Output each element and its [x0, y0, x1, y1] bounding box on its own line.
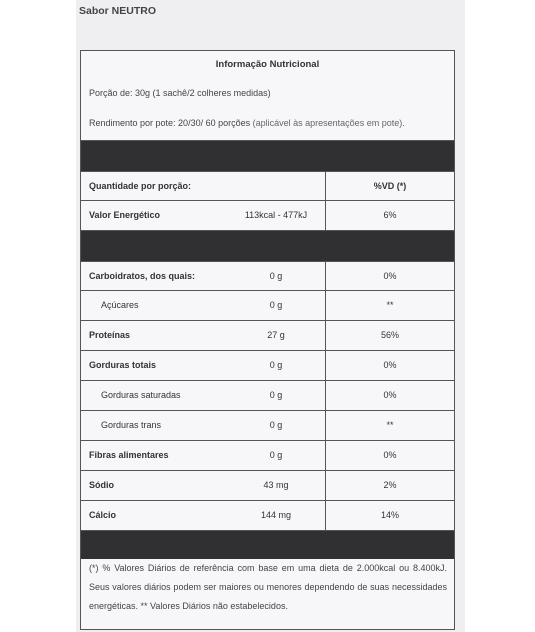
serving-size: Porção de: 30g (1 sachê/2 colheres medidas)	[89, 88, 271, 98]
label-header	[81, 51, 454, 141]
nutrient-name: Proteínas	[89, 330, 131, 340]
nutrient-name: Fibras alimentares	[89, 450, 169, 460]
nutrient-name: Gorduras saturadas	[101, 390, 181, 400]
nutrient-name: Sódio	[89, 480, 114, 490]
header-vd: %VD (*)	[373, 181, 407, 191]
table-row	[81, 261, 454, 291]
energy-name: Valor Energético	[89, 210, 161, 220]
nutrient-vd: 0%	[383, 360, 397, 370]
nutrient-vd: 14%	[380, 510, 399, 520]
nutrient-qty: 0 g	[269, 450, 283, 460]
nutrient-qty: 0 g	[269, 360, 283, 370]
table-row	[81, 441, 454, 471]
nutrient-vd: 0%	[383, 390, 397, 400]
yield-note: (aplicável às apresentações em pote).	[252, 118, 405, 128]
nutrient-qty: 27 g	[267, 330, 285, 340]
nutrient-name: Açúcares	[101, 300, 139, 310]
nutrient-vd: **	[386, 420, 394, 430]
nutrient-name: Cálcio	[89, 510, 117, 520]
nutrient-vd: 0%	[383, 450, 397, 460]
nutrient-qty: 0 g	[269, 300, 283, 310]
nutrient-qty: 0 g	[269, 271, 283, 281]
yield-text: Rendimento por pote: 20/30/ 60 porções	[89, 118, 251, 128]
label-title: Informação Nutricional	[215, 59, 320, 70]
nutrient-vd: 2%	[383, 480, 397, 490]
nutrient-vd: 0%	[383, 271, 397, 281]
table-row	[81, 321, 454, 351]
dark-band-bottom	[81, 531, 454, 559]
nutrient-qty: 144 mg	[260, 510, 292, 520]
dark-band-top	[81, 141, 454, 171]
energy-qty: 113kcal - 477kJ	[244, 210, 308, 220]
nutrient-qty: 43 mg	[263, 480, 289, 490]
footnote: (*) % Valores Diários de referência com base em uma dieta de 2.000kcal ou 8.400kJ. Seus valores diários podem ser maiores ou menores dependendo de suas necessidades energéticas. ** Valores Diários não estabelecidos.	[89, 563, 447, 611]
header-quantity: Quantidade por porção:	[89, 181, 192, 191]
nutrient-name: Gorduras totais	[89, 360, 157, 370]
nutrient-vd: 56%	[380, 330, 399, 340]
table-header-row	[81, 171, 454, 201]
nutrient-name: Gorduras trans	[101, 420, 162, 430]
nutrition-label	[80, 50, 455, 630]
nutrient-qty: 0 g	[269, 390, 283, 400]
energy-vd: 6%	[383, 210, 397, 220]
flavor-label: Sabor NEUTRO	[79, 5, 157, 17]
table-row	[81, 501, 454, 531]
table-row	[81, 471, 454, 501]
table-row	[81, 381, 454, 411]
nutrient-qty: 0 g	[269, 420, 283, 430]
dark-band-middle	[81, 231, 454, 261]
nutrient-name: Carboidratos, dos quais:	[89, 271, 196, 281]
table-row	[81, 351, 454, 381]
nutrient-vd: **	[386, 300, 394, 310]
yield-line	[89, 118, 405, 128]
table-row	[81, 291, 454, 321]
energy-row	[81, 201, 454, 231]
table-row	[81, 411, 454, 441]
